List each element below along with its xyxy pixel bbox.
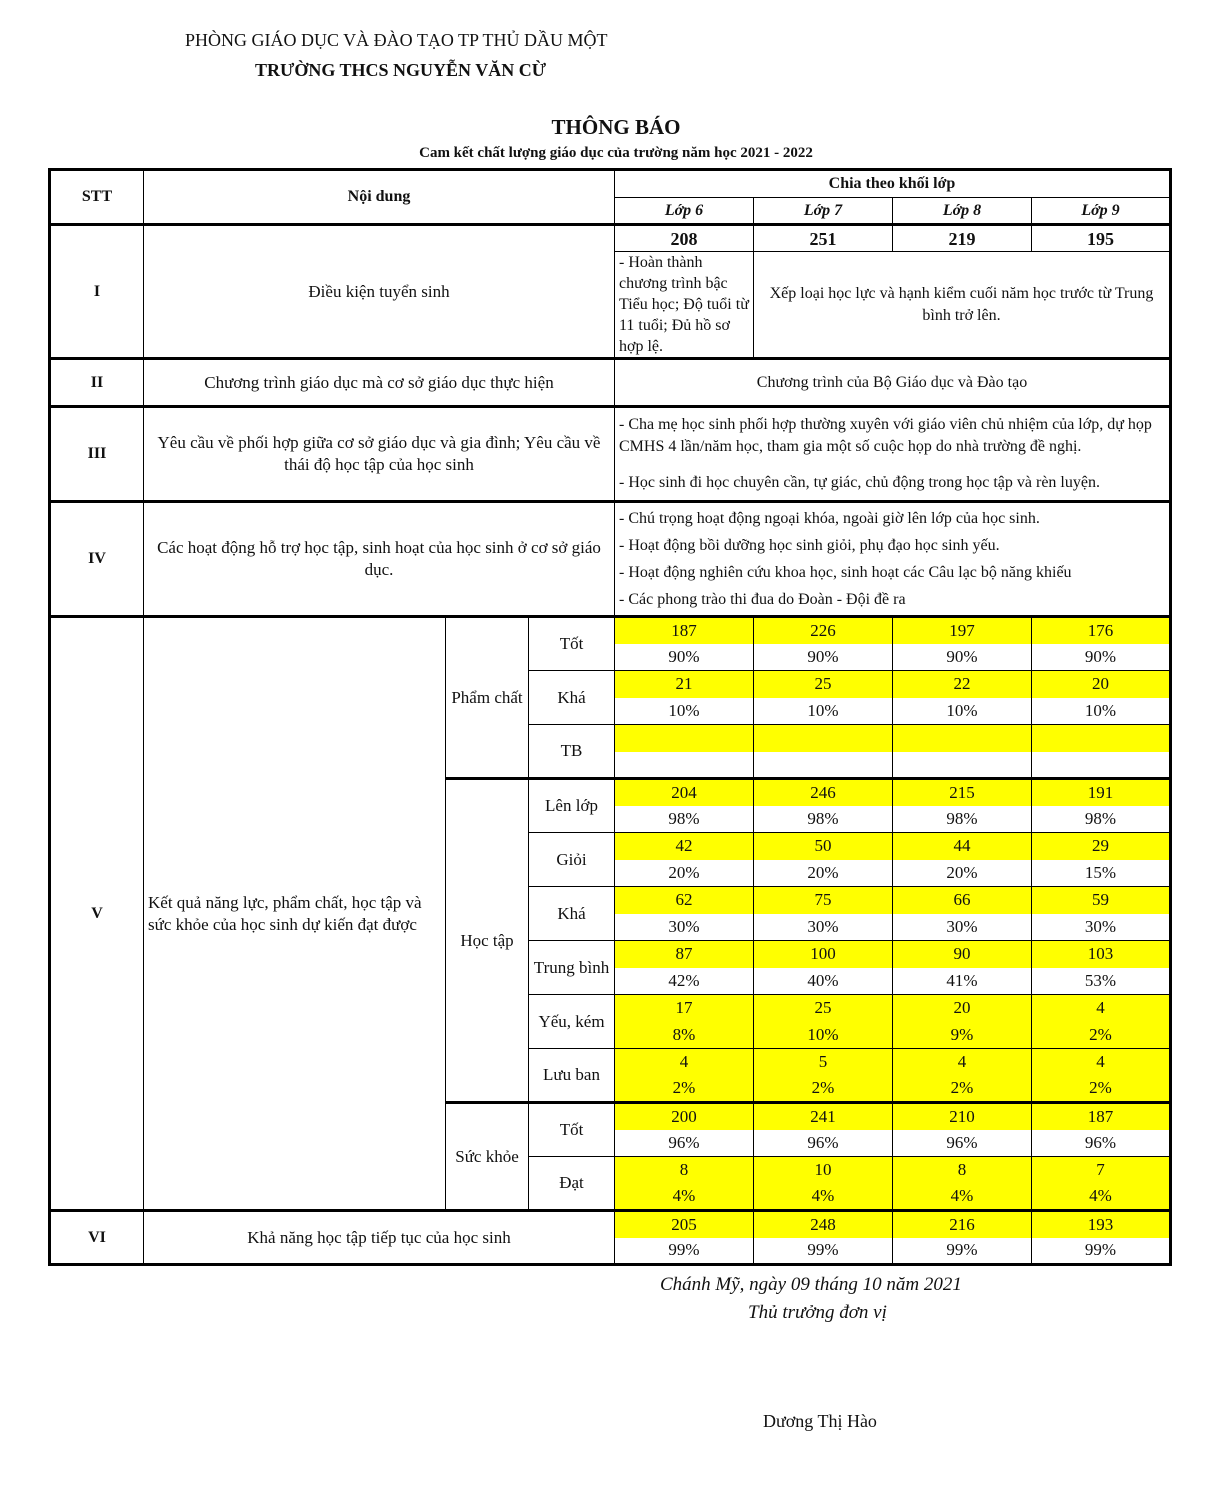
group-suc-khoe: Sức khỏe xyxy=(446,1103,529,1211)
tb-pct-9 xyxy=(1032,752,1171,779)
signer-role: Thủ trưởng đơn vị xyxy=(748,1302,887,1323)
yeu-kem-pct-7: 10% xyxy=(754,1022,893,1049)
kha2-count-6: 62 xyxy=(615,887,754,914)
sk-dat-count-9: 7 xyxy=(1032,1157,1171,1184)
tb-count-6 xyxy=(615,725,754,752)
tb-count-7 xyxy=(754,725,893,752)
sk-tot-count-6: 200 xyxy=(615,1103,754,1130)
stt-vi: VI xyxy=(50,1211,144,1265)
header-grade-7: Lớp 7 xyxy=(754,198,893,225)
row-label-sk-tot: Tốt xyxy=(529,1103,615,1157)
luu-ban-pct-7: 2% xyxy=(754,1076,893,1103)
trung-binh-pct-9: 53% xyxy=(1032,968,1171,995)
s4-item-3: - Hoạt động nghiên cứu khoa học, sinh hoạt các Câu lạc bộ năng khiếu xyxy=(619,564,1072,581)
luu-ban-pct-6: 2% xyxy=(615,1076,754,1103)
yeu-kem-pct-8: 9% xyxy=(893,1022,1032,1049)
s6-count-9: 193 xyxy=(1032,1211,1171,1238)
sk-dat-count-7: 10 xyxy=(754,1157,893,1184)
s3-content xyxy=(615,407,1171,502)
yeu-kem-pct-6: 8% xyxy=(615,1022,754,1049)
luu-ban-count-6: 4 xyxy=(615,1049,754,1076)
sk-dat-count-6: 8 xyxy=(615,1157,754,1184)
row-label-gioi: Giỏi xyxy=(529,833,615,887)
document-subtitle: Cam kết chất lượng giáo dục của trường năm học 2021 - 2022 xyxy=(419,145,813,161)
luu-ban-count-9: 4 xyxy=(1032,1049,1171,1076)
tot-pct-6: 90% xyxy=(615,644,754,671)
total-grade-8: 219 xyxy=(893,225,1032,252)
trung-binh-pct-6: 42% xyxy=(615,968,754,995)
s6-pct-8: 99% xyxy=(893,1238,1032,1265)
kha2-pct-8: 30% xyxy=(893,914,1032,941)
s4-content xyxy=(615,502,1171,617)
kha2-count-8: 66 xyxy=(893,887,1032,914)
row-label-luu-ban: Lưu ban xyxy=(529,1049,615,1103)
row-label-len-lop: Lên lớp xyxy=(529,779,615,833)
department-name: PHÒNG GIÁO DỤC VÀ ĐÀO TẠO TP THỦ DẦU MỘT xyxy=(185,30,608,50)
header-content: Nội dung xyxy=(144,170,615,225)
tot-count-9: 176 xyxy=(1032,617,1171,644)
len-lop-pct-8: 98% xyxy=(893,806,1032,833)
len-lop-count-7: 246 xyxy=(754,779,893,806)
kha2-count-9: 59 xyxy=(1032,887,1171,914)
sk-tot-pct-9: 96% xyxy=(1032,1130,1171,1157)
stt-iv: IV xyxy=(50,502,144,617)
trung-binh-count-6: 87 xyxy=(615,941,754,968)
s1-label: Điều kiện tuyển sinh xyxy=(144,225,615,359)
row-label-tb: TB xyxy=(529,725,615,779)
header-grade-group: Chia theo khối lớp xyxy=(615,170,1171,198)
tb-count-9 xyxy=(1032,725,1171,752)
tb-count-8 xyxy=(893,725,1032,752)
s3-line-2: - Học sinh đi học chuyên cần, tự giác, chủ động trong học tập và rèn luyện. xyxy=(619,474,1100,491)
yeu-kem-pct-9: 2% xyxy=(1032,1022,1171,1049)
gioi-count-8: 44 xyxy=(893,833,1032,860)
luu-ban-count-7: 5 xyxy=(754,1049,893,1076)
group-hoc-tap: Học tập xyxy=(446,779,529,1103)
yeu-kem-count-7: 25 xyxy=(754,995,893,1022)
kha-count-9: 20 xyxy=(1032,671,1171,698)
kha-pct-7: 10% xyxy=(754,698,893,725)
total-grade-9: 195 xyxy=(1032,225,1171,252)
sk-dat-count-8: 8 xyxy=(893,1157,1032,1184)
s1-other-condition: Xếp loại học lực và hạnh kiểm cuối năm học trước từ Trung bình trở lên. xyxy=(754,252,1171,359)
luu-ban-count-8: 4 xyxy=(893,1049,1032,1076)
trung-binh-pct-7: 40% xyxy=(754,968,893,995)
gioi-pct-9: 15% xyxy=(1032,860,1171,887)
yeu-kem-count-6: 17 xyxy=(615,995,754,1022)
gioi-pct-7: 20% xyxy=(754,860,893,887)
len-lop-count-6: 204 xyxy=(615,779,754,806)
sk-dat-pct-7: 4% xyxy=(754,1184,893,1211)
gioi-count-6: 42 xyxy=(615,833,754,860)
tb-pct-7 xyxy=(754,752,893,779)
s6-label: Khả năng học tập tiếp tục của học sinh xyxy=(144,1211,615,1265)
document-title: THÔNG BÁO xyxy=(551,115,681,139)
row-label-sk-dat: Đạt xyxy=(529,1157,615,1211)
sk-tot-pct-7: 96% xyxy=(754,1130,893,1157)
gioi-pct-8: 20% xyxy=(893,860,1032,887)
quality-commitment-table xyxy=(48,168,1172,1266)
len-lop-count-9: 191 xyxy=(1032,779,1171,806)
s4-item-2: - Hoạt động bồi dưỡng học sinh giỏi, phụ đạo học sinh yếu. xyxy=(619,537,1000,554)
row-label-kha-hoc-tap: Khá xyxy=(529,887,615,941)
s5-label: Kết quả năng lực, phẩm chất, học tập và sức khỏe của học sinh dự kiến đạt được xyxy=(144,617,446,1211)
s6-pct-9: 99% xyxy=(1032,1238,1171,1265)
tot-count-6: 187 xyxy=(615,617,754,644)
s6-pct-7: 99% xyxy=(754,1238,893,1265)
s6-count-8: 216 xyxy=(893,1211,1032,1238)
sk-tot-pct-6: 96% xyxy=(615,1130,754,1157)
trung-binh-pct-8: 41% xyxy=(893,968,1032,995)
header-grade-6: Lớp 6 xyxy=(615,198,754,225)
trung-binh-count-8: 90 xyxy=(893,941,1032,968)
tot-pct-9: 90% xyxy=(1032,644,1171,671)
total-grade-7: 251 xyxy=(754,225,893,252)
sk-dat-pct-6: 4% xyxy=(615,1184,754,1211)
len-lop-pct-7: 98% xyxy=(754,806,893,833)
len-lop-pct-9: 98% xyxy=(1032,806,1171,833)
gioi-count-9: 29 xyxy=(1032,833,1171,860)
kha2-pct-9: 30% xyxy=(1032,914,1171,941)
sk-dat-pct-9: 4% xyxy=(1032,1184,1171,1211)
s1-grade6-condition: - Hoàn thành chương trình bậc Tiểu học; Độ tuổi từ 11 tuổi; Đủ hồ sơ hợp lệ. xyxy=(615,252,754,359)
sk-tot-count-9: 187 xyxy=(1032,1103,1171,1130)
sk-tot-count-7: 241 xyxy=(754,1103,893,1130)
kha2-pct-6: 30% xyxy=(615,914,754,941)
row-label-trung-binh: Trung bình xyxy=(529,941,615,995)
header-grade-9: Lớp 9 xyxy=(1032,198,1171,225)
yeu-kem-count-8: 20 xyxy=(893,995,1032,1022)
kha-pct-9: 10% xyxy=(1032,698,1171,725)
trung-binh-count-7: 100 xyxy=(754,941,893,968)
kha2-count-7: 75 xyxy=(754,887,893,914)
kha-count-6: 21 xyxy=(615,671,754,698)
row-label-tot: Tốt xyxy=(529,617,615,671)
sk-dat-pct-8: 4% xyxy=(893,1184,1032,1211)
stt-iii: III xyxy=(50,407,144,502)
yeu-kem-count-9: 4 xyxy=(1032,995,1171,1022)
trung-binh-count-9: 103 xyxy=(1032,941,1171,968)
s6-count-7: 248 xyxy=(754,1211,893,1238)
gioi-count-7: 50 xyxy=(754,833,893,860)
s3-label: Yêu cầu về phối hợp giữa cơ sở giáo dục và gia đình; Yêu cầu về thái độ học tập của học sinh xyxy=(144,407,615,502)
tot-pct-7: 90% xyxy=(754,644,893,671)
s2-label: Chương trình giáo dục mà cơ sở giáo dục thực hiện xyxy=(144,359,615,407)
s4-item-4: - Các phong trào thi đua do Đoàn - Đội đề ra xyxy=(619,591,906,608)
school-name: TRƯỜNG THCS NGUYỄN VĂN CỪ xyxy=(255,60,547,80)
len-lop-count-8: 215 xyxy=(893,779,1032,806)
s2-value: Chương trình của Bộ Giáo dục và Đào tạo xyxy=(615,359,1171,407)
total-grade-6: 208 xyxy=(615,225,754,252)
tb-pct-8 xyxy=(893,752,1032,779)
luu-ban-pct-9: 2% xyxy=(1032,1076,1171,1103)
gioi-pct-6: 20% xyxy=(615,860,754,887)
row-label-kha: Khá xyxy=(529,671,615,725)
s3-line-1: - Cha mẹ học sinh phối hợp thường xuyên với giáo viên chủ nhiệm của lớp, dự họp CMHS 4 lần/năm học, tham gia một số cuộc họp do nhà trường đề nghị. xyxy=(619,416,1152,455)
kha-count-7: 25 xyxy=(754,671,893,698)
stt-ii: II xyxy=(50,359,144,407)
kha-count-8: 22 xyxy=(893,671,1032,698)
tot-pct-8: 90% xyxy=(893,644,1032,671)
s4-item-1: - Chú trọng hoạt động ngoại khóa, ngoài giờ lên lớp của học sinh. xyxy=(619,510,1040,527)
kha-pct-8: 10% xyxy=(893,698,1032,725)
stt-i: I xyxy=(50,225,144,359)
s6-pct-6: 99% xyxy=(615,1238,754,1265)
signer-name: Dương Thị Hào xyxy=(763,1411,877,1431)
place-date: Chánh Mỹ, ngày 09 tháng 10 năm 2021 xyxy=(660,1274,962,1295)
s6-count-6: 205 xyxy=(615,1211,754,1238)
tot-count-8: 197 xyxy=(893,617,1032,644)
sk-tot-pct-8: 96% xyxy=(893,1130,1032,1157)
tot-count-7: 226 xyxy=(754,617,893,644)
luu-ban-pct-8: 2% xyxy=(893,1076,1032,1103)
kha-pct-6: 10% xyxy=(615,698,754,725)
header-grade-8: Lớp 8 xyxy=(893,198,1032,225)
group-pham-chat: Phẩm chất xyxy=(446,617,529,779)
sk-tot-count-8: 210 xyxy=(893,1103,1032,1130)
stt-v: V xyxy=(50,617,144,1211)
row-label-yeu-kem: Yếu, kém xyxy=(529,995,615,1049)
len-lop-pct-6: 98% xyxy=(615,806,754,833)
kha2-pct-7: 30% xyxy=(754,914,893,941)
header-stt: STT xyxy=(50,170,144,225)
tb-pct-6 xyxy=(615,752,754,779)
s4-label: Các hoạt động hỗ trợ học tập, sinh hoạt của học sinh ở cơ sở giáo dục. xyxy=(144,502,615,617)
